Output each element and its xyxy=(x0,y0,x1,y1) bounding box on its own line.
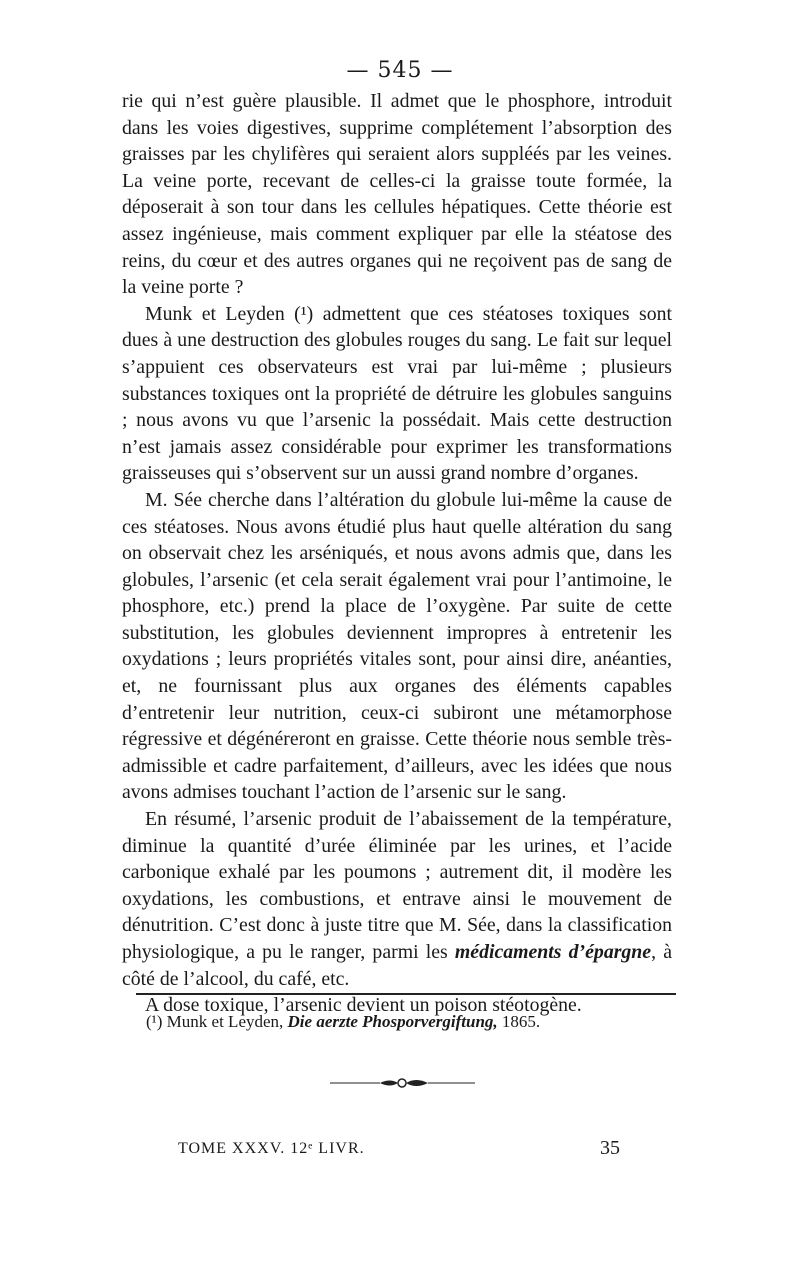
paragraph-2: Munk et Leyden (¹) admettent que ces stéatoses toxiques sont dues à une destruction des globules rouges du sang. Le fait sur lequel s’appuient ces observateurs est vrai par lui-même ; plusieurs substances toxiques ont la propriété de détruire les globules sanguins ; nous avons vu que l’arsenic la possédait. Mais cette destruction n’est jamais assez considérable pour exprimer les transformations graisseuses qui s’observent sur un aussi grand nombre d’organes. xyxy=(122,302,672,485)
paragraph-4-emphasis: médicaments d’épargne xyxy=(454,941,652,963)
footnote-author: Munk et Leyden, xyxy=(166,1012,284,1031)
paragraph-4-text-after: , à côté de l’alcool, du café, etc. xyxy=(122,941,672,990)
paragraph-3: M. Sée cherche dans l’altération du globule lui-même la cause de ces stéatoses. Nous avons étudié plus haut quelle altération du sang on observait chez les arséniqués, et nous avons admis que, dans les globules, l’arsenic (et cela serait également vrai pour l’antimoine, le phosphore, etc.) prend la place de l’oxygène. Par suite de cette substitution, les globules deviennent impropres à entretenir les oxydations ; leurs propriétés vitales sont, pour ainsi dire, anéanties, et, ne fournissant plus aux organes des éléments capables d’entretenir leur nutrition, ceux-ci subiront une métamorphose régressive et dégénéreront en graisse. Cette théorie nous semble très-admissible et cadre parfaitement, d’ailleurs, avec les idées que nous avons admises touchant l’action de l’arsenic sur le sang. xyxy=(122,488,672,804)
paragraph-4 xyxy=(122,806,672,992)
paragraph-4-text-before: En résumé, l’arsenic produit de l’abaissement de la température, diminue la quantité d’urée éliminée par les urines, et l’acide carbonique exhalé par les poumons ; autrement dit, il modère les oxydations, les combustions, et entrave ainsi le mouvement de dénutrition. C’est donc à juste titre que M. Sée, dans la classification physiologique, a pu le ranger, parmi les xyxy=(122,808,672,963)
paragraph-1: rie qui n’est guère plausible. Il admet que le phosphore, introduit dans les voies digestives, supprime complétement l’absorption des graisses par les chylifères qui seraient alors suppléés par les veines. La veine porte, recevant de celles-ci la graisse toute formée, la déposerait à son tour dans les cellules hépatiques. Cette théorie est assez ingénieuse, mais comment expliquer par elle la stéatose des reins, du cœur et des autres organes qui ne reçoivent pas de sang de la veine porte ? xyxy=(122,90,672,299)
body-text xyxy=(122,88,672,1019)
footnote-title: Die aerzte Phosporvergiftung, xyxy=(287,1012,498,1031)
page-number: — 545 — xyxy=(346,58,454,83)
signature-number: 35 xyxy=(600,1137,620,1159)
footnote-marker: (¹) xyxy=(146,1012,163,1031)
footnote xyxy=(146,1012,540,1032)
signature-mark: TOME XXXV. 12ᵉ LIVR. xyxy=(178,1140,365,1157)
footnote-divider xyxy=(136,993,676,995)
ornament-divider xyxy=(330,1076,475,1090)
footnote-year: 1865. xyxy=(501,1012,541,1031)
paragraph-5: A dose toxique, l’arsenic devient un poison stéotogène. xyxy=(145,994,582,1017)
